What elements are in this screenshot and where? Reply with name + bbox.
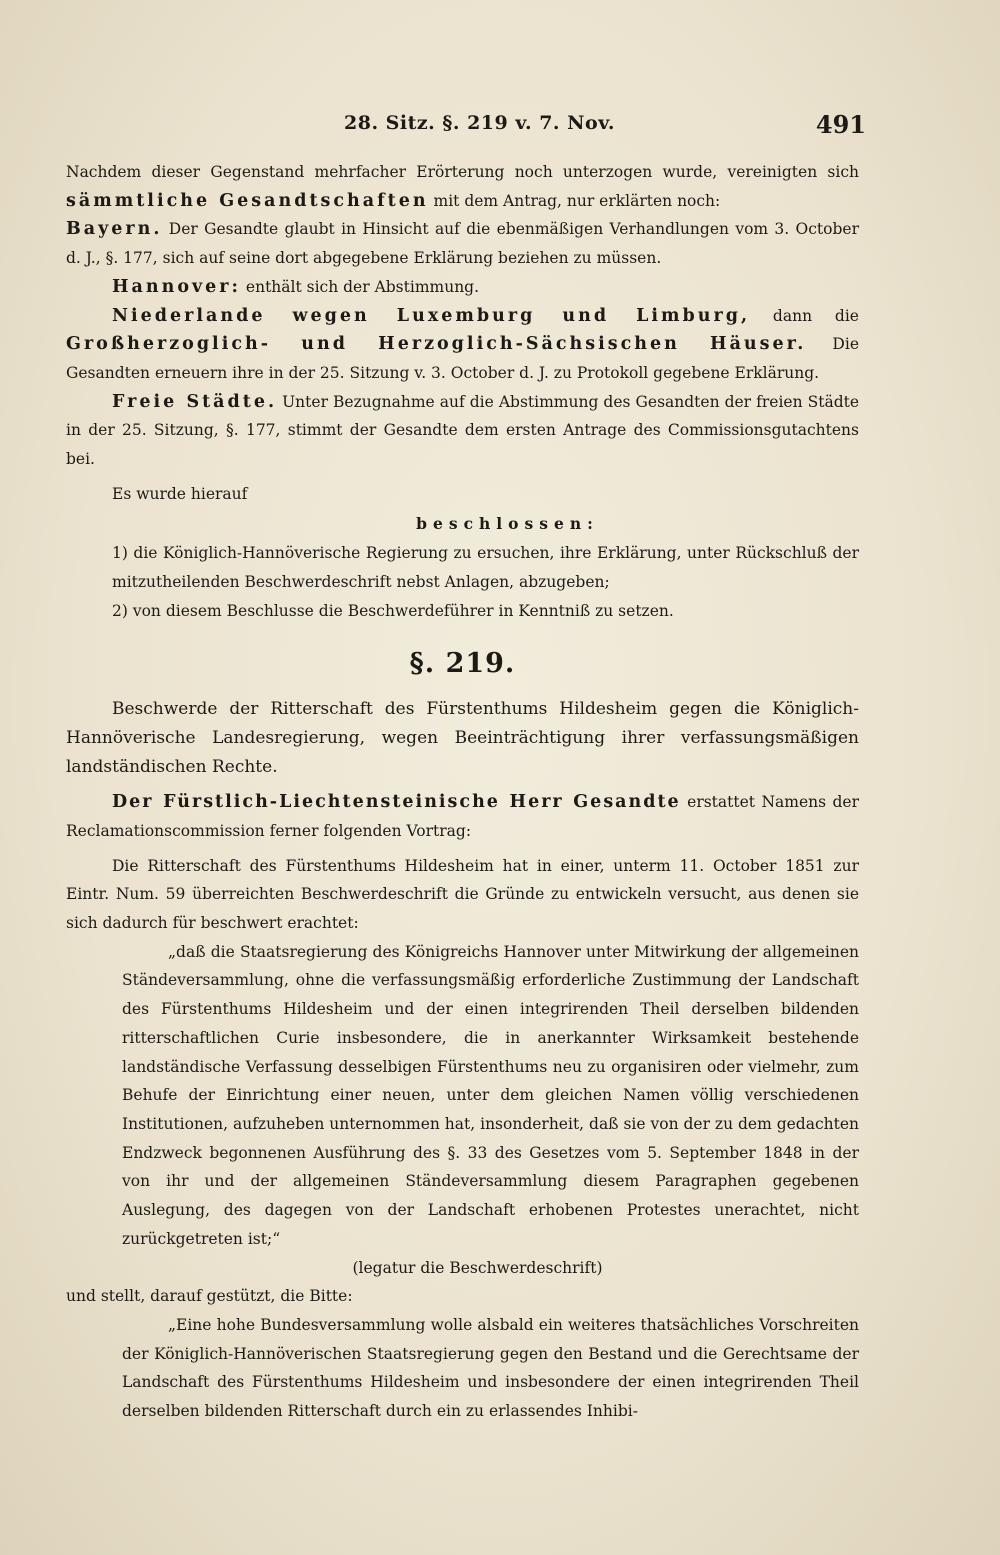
spaced-emphasis: Bayern.	[66, 219, 163, 240]
page-header	[66, 112, 866, 142]
paragraph-text: Die Gesandten erneuern ihre in der 25. Sitzung v. 3. October d. J. zu Protokoll gegebene Erklärung.	[66, 335, 859, 382]
block-quote	[66, 938, 859, 1254]
spaced-emphasis: Freie Städte.	[112, 391, 278, 412]
paragraph-freie-staedte	[66, 388, 859, 474]
list-item: 2) von diesem Beschlusse die Beschwerdeführer in Kenntniß zu setzen.	[112, 601, 674, 620]
paragraph-ritterschaft: Die Ritterschaft des Fürstenthums Hildesheim hat in einer, unterm 11. October 1851 zur Eintr. Num. 59 überreichten Beschwerdeschrift die Gründe zu entwickeln versucht, aus denen sie sich dadurch für beschwert erachtet:	[66, 856, 859, 933]
spaced-emphasis: Hannover:	[112, 276, 241, 297]
beschlossen-heading: beschlossen:	[416, 514, 599, 534]
list-item: 1) die Königlich-Hannöverische Regierung zu ersuchen, ihre Erklärung, unter Rückschluß der mitzutheilenden Beschwerdeschrift nebst Anlagen, abzugeben;	[112, 544, 859, 591]
paragraph-bitte: und stellt, darauf gestützt, die Bitte:	[66, 1287, 353, 1306]
section-title: Beschwerde der Ritterschaft des Fürstenthums Hildesheim gegen die Königlich-Hannöverische Landesregierung, wegen Beeinträchtigung ihrer verfassungsmäßigen landständischen Rechte.	[66, 699, 859, 778]
block-quote	[66, 1311, 859, 1426]
paragraph-text: enthält sich der Abstimmung.	[240, 277, 480, 296]
paragraph-text: Nachdem dieser Gegenstand mehrfacher Erörterung noch unterzogen wurde, vereinigten sich	[66, 163, 859, 181]
spaced-emphasis: Großherzoglich- und Herzoglich-Sächsischen Häuser.	[66, 334, 807, 355]
paragraph-text: mit dem Antrag, nur erklärten noch:	[428, 191, 721, 210]
paragraph-niederlande	[66, 302, 859, 388]
spaced-emphasis: Der Fürstlich-Liechtensteinische Herr Gesandte	[112, 792, 681, 813]
paragraph-bayern	[66, 215, 859, 272]
paragraph-consensus	[66, 158, 859, 215]
legatur-note: (legatur die Beschwerdeschrift)	[352, 1258, 603, 1277]
paragraph-text: erstattet Namens der Reclamationscommission ferner folgenden Vortrag:	[66, 793, 859, 840]
quote-text: „Eine hohe Bundesversammlung wolle alsbald ein weiteres thatsächliches Vorschreiten der Königlich-Hannöverischen Staatsregierung gegen den Bestand und die Gerechtsame der Landschaft des Fürstenthums Hildesheim und insbesondere der einen integrirenden Theil derselben bildenden Ritterschaft durch ein zu erlassendes Inhibi-	[122, 1315, 859, 1421]
resolution-list	[66, 539, 859, 625]
paragraph-text: dann die	[750, 306, 859, 325]
paragraph-text: Unter Bezugnahme auf die Abstimmung des Gesandten der freien Städte in der 25. Sitzung, §. 177, stimmt der Gesandte dem ersten Antrage des Commissionsgutachtens bei.	[66, 392, 860, 469]
paragraph-text: Der Gesandte glaubt in Hinsicht auf die ebenmäßigen Verhandlungen vom 3. October d. J., §. 177, sich auf seine dort abgegebene Erklärung beziehen zu müssen.	[66, 220, 859, 268]
document-body	[66, 158, 859, 1426]
section-heading: §. 219.	[409, 648, 516, 680]
paragraph-vortrag	[66, 788, 859, 845]
paragraph-hannover	[66, 273, 859, 302]
quote-text: „daß die Staatsregierung des Königreichs Hannover unter Mitwirkung der allgemeinen Ständeversammlung, ohne die verfassungsmäßig erforderliche Zustimmung der Landschaft des Fürstenthums Hildesheim und der einen integrirenden Theil derselben bildenden ritterschaftlichen Curie insbesondere, die in anerkannter Wirksamkeit bestehende landständische Verfassung desselbigen Fürstenthums neu zu organisiren oder vielmehr, zum Behufe der Einrichtung einer neuen, unter dem gleichen Namen völlig verschiedenen Institutionen, aufzuheben unternommen hat, insonderheit, daß sie von der zu dem gedachten Endzweck begonnenen Ausführung des §. 33 des Gesetzes vom 5. September 1848 in der von ihr und der allgemeinen Ständeversammlung diesem Paragraphen gegebenen Auslegung, des dagegen von der Landschaft erhobenen Protestes unerachtet, nicht zurückgetreten ist;“	[122, 942, 860, 1248]
spaced-emphasis: sämmtliche Gesandtschaften	[66, 190, 429, 211]
paragraph-hierauf: Es wurde hierauf	[112, 484, 248, 503]
page-number: 491	[815, 110, 866, 139]
running-head: 28. Sitz. §. 219 v. 7. Nov.	[344, 112, 615, 134]
spaced-emphasis: Niederlande wegen Luxemburg und Limburg,	[112, 305, 751, 326]
